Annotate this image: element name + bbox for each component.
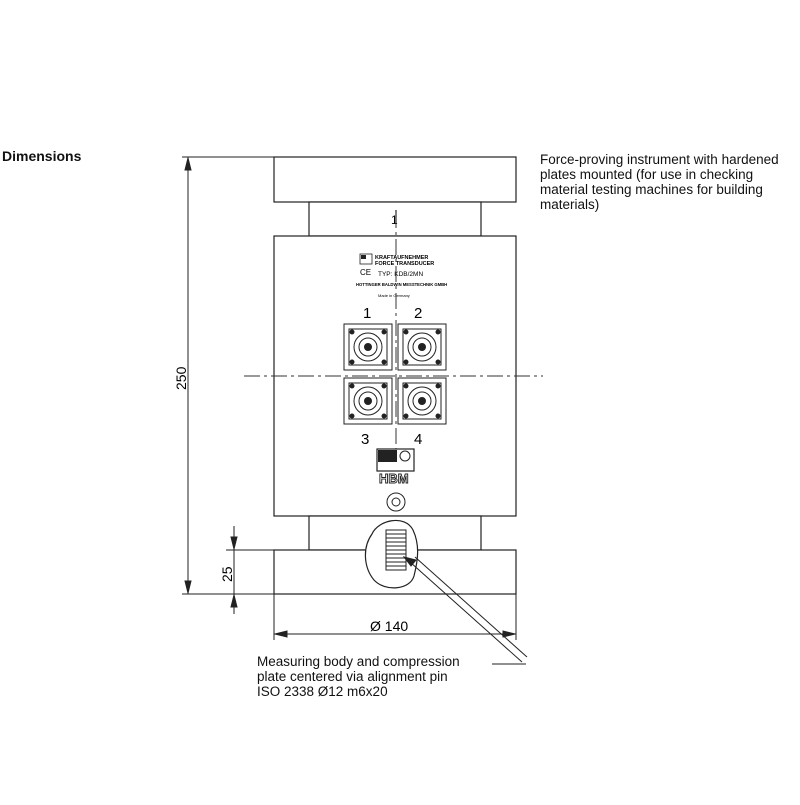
connector-label-1: 1: [363, 305, 372, 322]
bottom-hole: [387, 493, 405, 511]
pin-description-line-3: ISO 2338 Ø12 m6x20: [257, 684, 388, 699]
label-type: TYP: KDB/2MN: [378, 271, 424, 278]
instrument-description: Force-proving instrument with hardened plates mounted (for use in checking material testing machines for building materials): [540, 152, 779, 212]
dimension-height-label: 250: [173, 366, 189, 390]
label-manufacturer: HOTTINGER BALDWIN MESSTECHNIK GMBH: [356, 282, 448, 287]
dimension-height: [182, 157, 274, 594]
alignment-pin: [386, 530, 406, 570]
page-title: Dimensions: [2, 148, 82, 164]
ce-mark: CE: [360, 268, 372, 277]
pin-description-line-1: Measuring body and compression: [257, 654, 460, 669]
dimension-plate-thickness-label: 25: [219, 566, 235, 582]
connector-label-4: 4: [414, 431, 423, 448]
label-line-1: KRAFTAUFNEHMER: [375, 255, 429, 261]
hbm-logo-text: HBM: [379, 471, 409, 486]
connector-3: [344, 378, 392, 424]
top-marker-label: 1: [391, 213, 398, 227]
label-line-2: FORCE TRANSDUCER: [375, 261, 435, 267]
dimension-diameter-label: Ø 140: [370, 618, 409, 634]
hbm-logo: [377, 449, 414, 486]
pin-description-line-2: plate centered via alignment pin: [257, 669, 448, 684]
label-made-in: Made in Germany: [378, 293, 410, 298]
connector-4: [398, 378, 446, 424]
connector-1: [344, 324, 392, 370]
top-plate: [274, 157, 516, 202]
connector-label-3: 3: [361, 431, 370, 448]
connector-2: [398, 324, 446, 370]
connector-label-2: 2: [414, 305, 423, 322]
pin-description: [257, 654, 517, 699]
